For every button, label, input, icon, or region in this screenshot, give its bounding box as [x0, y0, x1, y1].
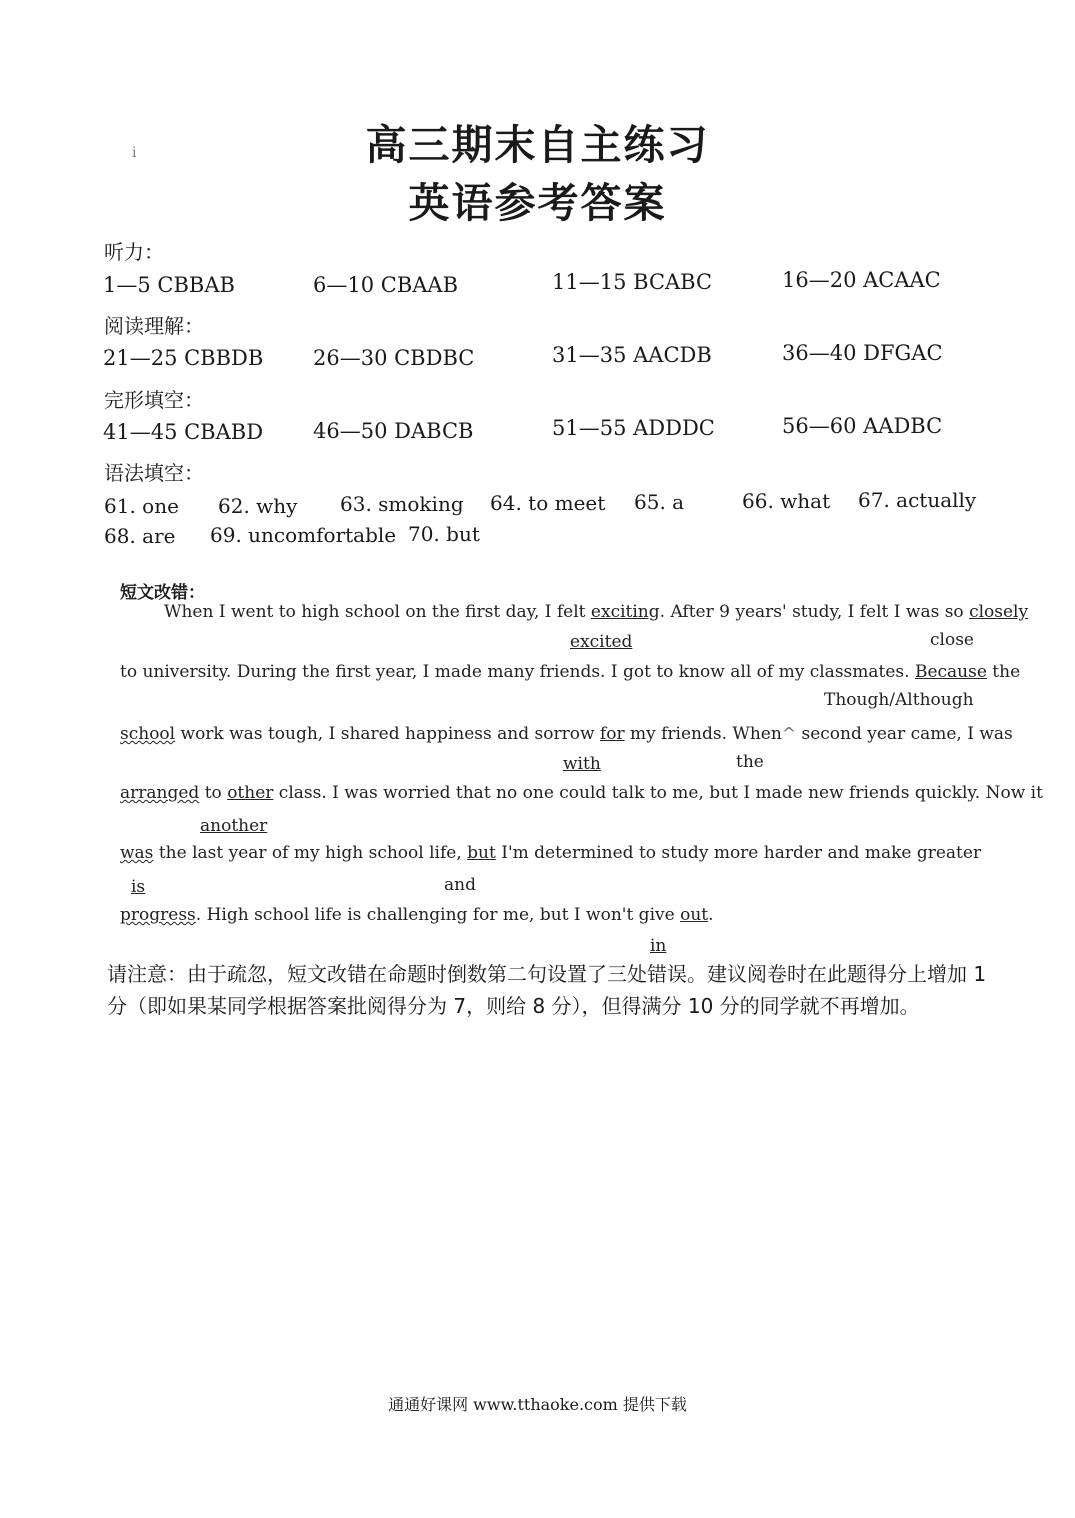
- correction-word: close: [930, 630, 974, 650]
- footer-source: 通通好课网 www.tthaoke.com 提供下载: [388, 1395, 687, 1414]
- passage-text: class. I was worried that no one could talk to me, but I made new friends quickly. Now it: [273, 783, 1043, 803]
- passage-text: .: [708, 905, 714, 925]
- grammar-answer: 66. what: [742, 489, 831, 513]
- passage-text: the last year of my high school life,: [153, 843, 468, 863]
- correction-line-6: [120, 905, 714, 925]
- grading-note: 请注意：由于疏忽，短文改错在命题时倒数第二句设置了三处错误。建议阅卷时在此题得分上增加 1 分（即如果某同学根据答案批阅得分为 7，则给 8 分），但得满分 10 分的同学就不再增加。: [107, 962, 987, 1018]
- reading-label: 阅读理解：: [104, 314, 204, 338]
- correction-label: 短文改错：: [120, 583, 205, 603]
- cloze-group: 41—45 CBABD: [103, 420, 264, 444]
- grammar-answer: 61. one: [104, 494, 179, 518]
- error-word: exciting: [590, 602, 660, 622]
- correction-line-5: [120, 843, 981, 863]
- reading-group: 31—35 AACDB: [552, 343, 712, 367]
- grammar-answer: 62. why: [218, 494, 298, 518]
- error-word: school: [120, 724, 176, 744]
- reading-group: 36—40 DFGAC: [782, 341, 943, 365]
- grammar-answer: 69. uncomfortable: [210, 523, 397, 547]
- passage-text: harder and make greater: [758, 843, 982, 863]
- listening-group: 1—5 CBBAB: [103, 273, 235, 297]
- correction-word: with: [563, 754, 601, 774]
- error-word: progress: [120, 905, 196, 925]
- listening-group: 16—20 ACAAC: [782, 268, 941, 292]
- correction-word: in: [650, 936, 667, 956]
- stray-mark: i: [132, 145, 137, 161]
- correction-line-3: [120, 724, 1013, 744]
- listening-group: 6—10 CBAAB: [313, 273, 459, 297]
- passage-text: work was tough, I shared happiness and sorrow: [175, 724, 600, 744]
- cloze-label: 完形填空：: [104, 388, 204, 412]
- listening-label: 听力：: [104, 240, 164, 264]
- grammar-answer: 63. smoking: [340, 492, 464, 516]
- reading-group: 26—30 CBDBC: [313, 346, 475, 370]
- title-line-1: 高三期末自主练习: [365, 121, 710, 169]
- error-word-deleted: more: [713, 843, 759, 863]
- correction-word: another: [200, 816, 268, 836]
- correction-word: excited: [570, 632, 633, 652]
- grammar-answer: 64. to meet: [490, 491, 606, 515]
- grammar-answer: 65. a: [634, 490, 685, 514]
- passage-text: the: [986, 662, 1021, 682]
- grammar-answer: 70. but: [408, 522, 480, 546]
- passage-text: . After 9 years' study, I felt I was so: [659, 602, 970, 622]
- passage-text: . High school life is challenging for me, but I won't give: [195, 905, 681, 925]
- error-word: arranged: [120, 783, 200, 803]
- error-word: but: [467, 843, 496, 863]
- reading-group: 21—25 CBBDB: [103, 346, 264, 370]
- cloze-group: 46—50 DABCB: [313, 419, 474, 443]
- grammar-label: 语法填空：: [104, 461, 204, 485]
- insert-caret: ^: [781, 724, 797, 744]
- error-word: other: [227, 783, 274, 803]
- correction-word: the: [736, 752, 764, 772]
- passage-text: When I went to high school on the first day, I felt: [164, 602, 591, 622]
- error-word: out: [680, 905, 709, 925]
- listening-group: 11—15 BCABC: [552, 270, 713, 294]
- error-word: for: [599, 724, 625, 744]
- cloze-group: 56—60 AADBC: [782, 414, 943, 438]
- passage-text: second year came, I was: [796, 724, 1013, 744]
- correction-line-4: [120, 783, 1043, 803]
- passage-text: to university. During the first year, I made many friends. I got to know all of my classmates.: [120, 662, 915, 682]
- error-word: was: [120, 843, 154, 863]
- correction-word: is: [131, 877, 146, 897]
- correction-word: Though/Although: [824, 690, 974, 710]
- correction-line-2: [120, 662, 1020, 682]
- passage-text: to: [199, 783, 228, 803]
- correction-word: and: [444, 875, 476, 895]
- error-word: Because: [914, 662, 987, 682]
- grammar-answer: 68. are: [104, 524, 176, 548]
- grammar-answer: 67. actually: [858, 488, 977, 512]
- title-line-2: 英语参考答案: [408, 179, 667, 227]
- correction-line-1: [164, 602, 1028, 622]
- error-word: closely: [969, 602, 1029, 622]
- cloze-group: 51—55 ADDDC: [552, 416, 715, 440]
- passage-text: I'm determined to study: [495, 843, 714, 863]
- passage-text: my friends. When: [624, 724, 782, 744]
